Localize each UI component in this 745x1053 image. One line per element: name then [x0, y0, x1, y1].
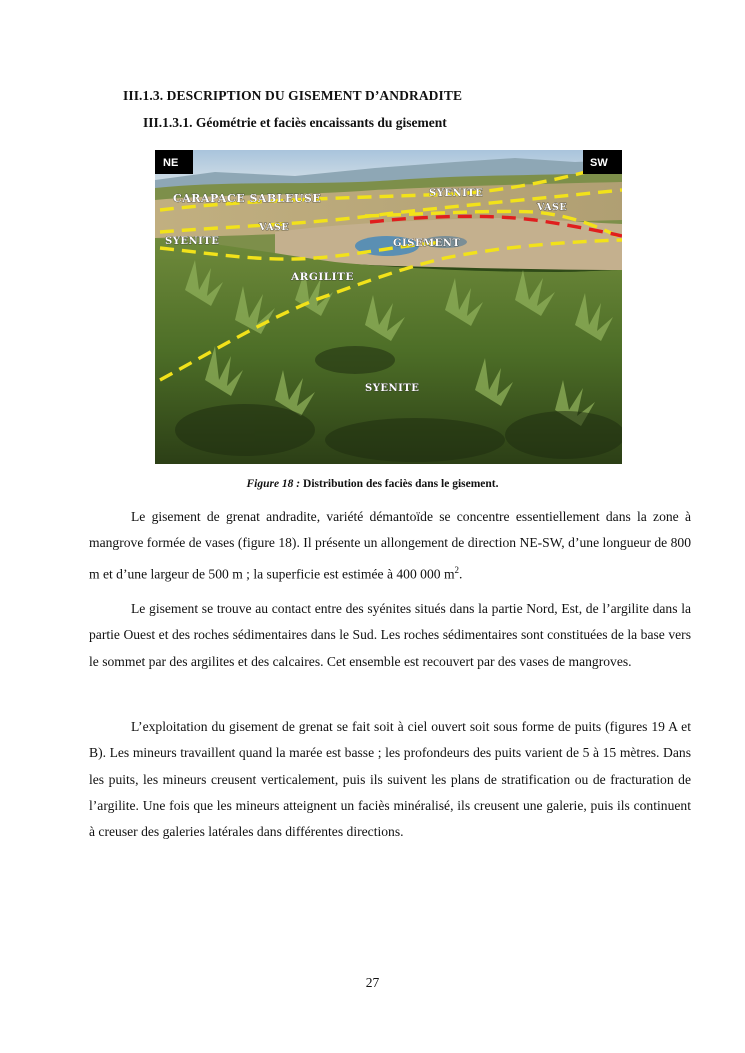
label-vase-left: VASE: [259, 222, 290, 233]
subsection-heading: III.1.3.1. Géométrie et faciès encaissants du gisement: [143, 115, 447, 130]
paragraph-text: L’exploitation du gisement de grenat se fait soit à ciel ouvert soit sous forme de puits (figures 19 A et B). Les mineurs travaillent quand la marée est basse ; les profondeurs des puits varient de 5 à 15 mètres. Dans les puits, les mineurs creusent verticalement, puis ils suivent les plans de stratification ou de fracturation de l’argilite. Une fois que les mineurs atteignent un faciès minéralisé, ils creusent une galerie, puis ils continuent à creuser des galeries latérales dans différentes directions.: [89, 719, 691, 840]
superscript: 2: [454, 564, 460, 575]
label-vase-right: VASE: [537, 202, 568, 213]
paragraph: [89, 504, 691, 587]
figure-caption: [0, 478, 745, 490]
corner-label-sw: SW: [590, 157, 608, 169]
paragraph-end: .: [459, 566, 463, 582]
paragraph: [89, 714, 691, 845]
label-syenite-top: SYENITE: [429, 188, 484, 199]
corner-label-ne: NE: [163, 157, 179, 169]
figure-caption-text: Distribution des faciès dans le gisement.: [300, 478, 499, 490]
label-gisement: GISEMENT: [393, 238, 461, 249]
paragraph-text: Le gisement se trouve au contact entre des syénites situés dans la partie Nord, Est, de l’argilite dans la partie Ouest et des roches sédimentaires dans le Sud. Les roches sédimentaires sont constituées de la base vers le sommet par des argilites et des calcaires. Cet ensemble est recouvert par des vases de mangroves.: [89, 601, 691, 669]
section-heading: III.1.3. DESCRIPTION DU GISEMENT D’ANDRADITE: [123, 88, 463, 103]
paragraph: [89, 596, 691, 675]
page-number: 27: [365, 975, 380, 990]
figure-caption-prefix: Figure 18 :: [246, 478, 301, 490]
label-carapace-sableuse: CARAPACE SABLEUSE: [173, 192, 322, 205]
label-syenite-bottom: SYENITE: [365, 383, 420, 394]
paragraph-text: Le gisement de grenat andradite, variété démantoïde se concentre essentiellement dans la zone à mangrove formée de vases (figure 18). Il présente un allongement de direction NE-SW, d’une longueur de 800 m et d’une largeur de 500 m ; la superficie est estimée à 400 000 m: [89, 509, 691, 582]
facies-photo: [155, 150, 622, 464]
label-argilite: ARGILITE: [291, 271, 354, 283]
label-syenite-left: SYENITE: [165, 236, 220, 247]
